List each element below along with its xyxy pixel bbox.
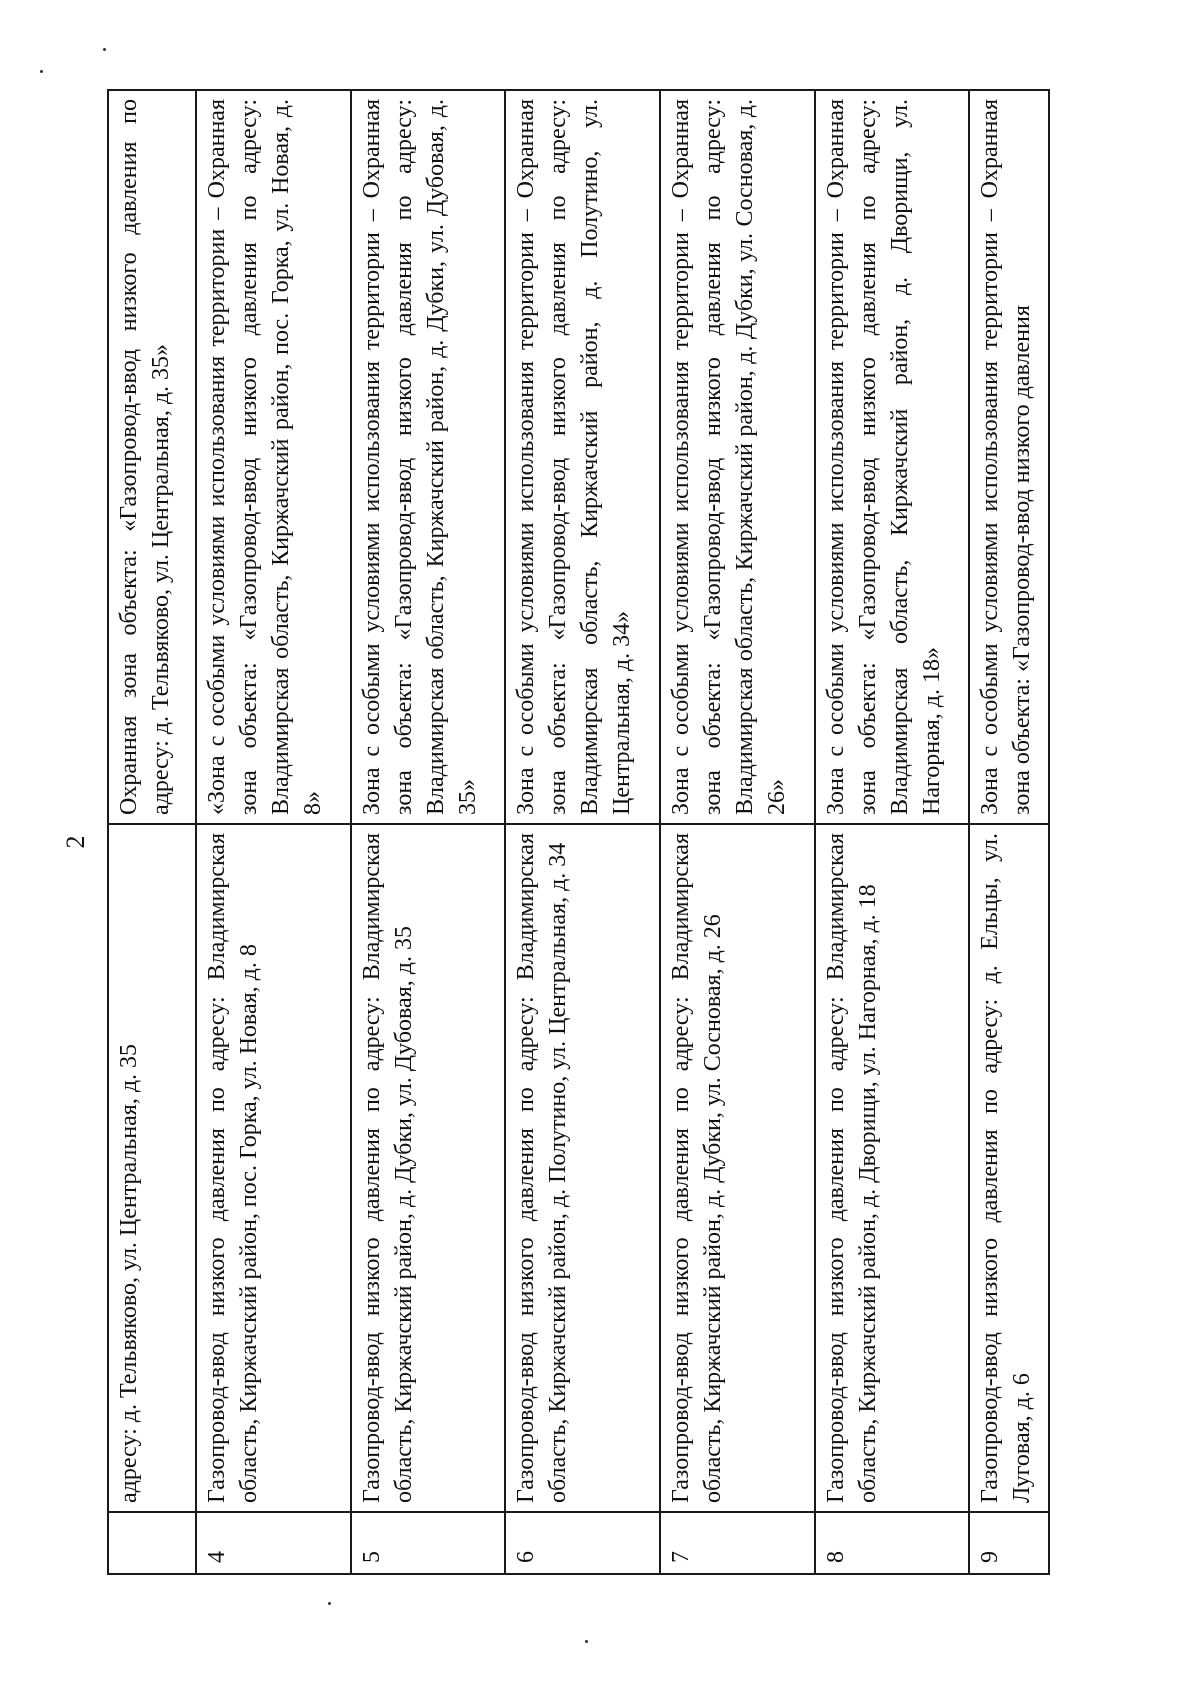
row-number: 6 — [505, 1512, 660, 1574]
row-number: 5 — [351, 1512, 506, 1574]
table-row — [660, 90, 815, 1574]
table-row — [351, 90, 506, 1574]
zone-description: Зона с особыми условиями использования территории – Охранная зона объекта: «Газопровод-ввод низкого давления по адресу: Владимирская область, Киржачский район, д. Дворищи, ул. Нагорная, д. 18» — [815, 90, 970, 824]
zone-description: Зона с особыми условиями использования территории – Охранная зона объекта: «Газопровод-ввод низкого давления — [969, 90, 1049, 824]
object-description: Газопровод-ввод низкого давления по адресу: Владимирская область, Киржачский район, д. Дубки, ул. Сосновая, д. 26 — [660, 824, 815, 1512]
scan-speck — [328, 1602, 331, 1605]
object-description: адресу: д. Тельвяково, ул. Центральная, д. 35 — [108, 824, 196, 1512]
zone-description: Зона с особыми условиями использования территории – Охранная зона объекта: «Газопровод-ввод низкого давления по адресу: Владимирская область, Киржачский район, д. Дубки, ул. Дубовая, д. 35» — [351, 90, 506, 824]
zone-description: Зона с особыми условиями использования территории – Охранная зона объекта: «Газопровод-ввод низкого давления по адресу: Владимирская область, Киржачский район, д. Дубки, ул. Сосновая, д. 26» — [660, 90, 815, 824]
row-number — [108, 1512, 196, 1574]
row-number: 8 — [815, 1512, 970, 1574]
row-number: 9 — [969, 1512, 1049, 1574]
scan-speck — [40, 70, 43, 73]
table-row — [815, 90, 970, 1574]
scan-speck — [585, 1640, 588, 1643]
page-number: 2 — [61, 835, 90, 849]
object-description: Газопровод-ввод низкого давления по адресу: Владимирская область, Киржачский район, пос. Горка, ул. Новая, д. 8 — [196, 824, 351, 1512]
rotated-table-wrapper — [107, 91, 1050, 1575]
object-description: Газопровод-ввод низкого давления по адресу: Владимирская область, Киржачский район, д. Дубки, ул. Дубовая, д. 35 — [351, 824, 506, 1512]
object-description: Газопровод-ввод низкого давления по адресу: д. Ельцы, ул. Луговая, д. 6 — [969, 824, 1049, 1512]
table-row — [969, 90, 1049, 1574]
zone-description: Зона с особыми условиями использования территории – Охранная зона объекта: «Газопровод-ввод низкого давления по адресу: Владимирская область, Киржачский район, д. Полутино, ул. Центральная, д. 34» — [505, 90, 660, 824]
row-number: 7 — [660, 1512, 815, 1574]
object-description: Газопровод-ввод низкого давления по адресу: Владимирская область, Киржачский район, д. Полутино, ул. Центральная, д. 34 — [505, 824, 660, 1512]
zone-description: «Зона с особыми условиями использования территории – Охранная зона объекта: «Газопровод-ввод низкого давления по адресу: Владимирская область, Киржачский район, пос. Горка, ул. Новая, д. 8» — [196, 90, 351, 824]
table-row — [108, 90, 196, 1574]
object-description: Газопровод-ввод низкого давления по адресу: Владимирская область, Киржачский район, д. Дворищи, ул. Нагорная, д. 18 — [815, 824, 970, 1512]
table-row — [196, 90, 351, 1574]
gas-pipeline-zones-table — [107, 89, 1050, 1575]
scan-speck — [103, 48, 106, 51]
row-number: 4 — [196, 1512, 351, 1574]
table-row — [505, 90, 660, 1574]
zone-description: Охранная зона объекта: «Газопровод-ввод низкого давления по адресу: д. Тельвяково, ул. Центральная, д. 35» — [108, 90, 196, 824]
